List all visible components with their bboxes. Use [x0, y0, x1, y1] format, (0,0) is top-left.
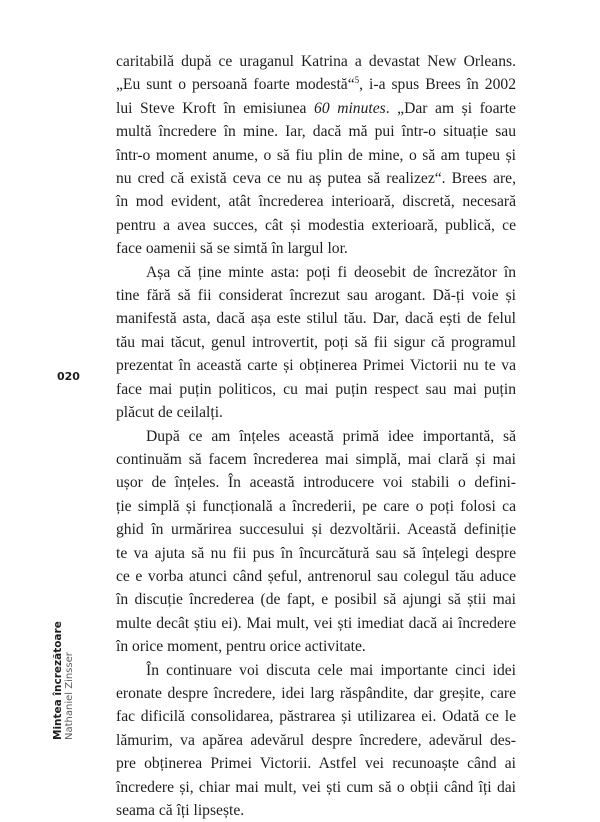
text-line: lămurim, va apărea adevărul despre încredere, adevărul des- [116, 731, 516, 749]
page-number: 020 [57, 370, 80, 383]
text-line: tine fără să fii considerat încrezut sau arogant. Dă-ți voie și [116, 287, 516, 305]
text-line: prezentat în această carte și obținerea Primei Victorii nu te va [116, 357, 516, 375]
text-line: ție simplă și funcțională a încrederii, pe care o poți folosi ca [116, 497, 516, 515]
text-line: în discuție încrederea (de fapt, e posibil să ajungi să știi mai [116, 591, 516, 609]
paragraph-4 [116, 659, 516, 822]
running-head-author: Nathaniel Zinsser [64, 652, 75, 740]
text-line: într-o moment anume, o să fiu plin de mine, o să am tupeu și [116, 146, 516, 164]
text-line: lui Steve Kroft în emisiunea 60 minutes. „Dar am și foarte [116, 99, 516, 117]
text-line: multe decât știu ei). Mai mult, vei ști imediat dacă ai încredere [116, 614, 516, 632]
text-line: tău mai tăcut, genul introvertit, poți să fii sigur că programul [116, 333, 516, 351]
text-line: seama că îți lipsește. [116, 802, 245, 819]
text-line: manifestă asta, dacă așa este stilul tău. Dar, dacă ești de felul [116, 310, 516, 328]
text-line: nu cred că există ceva ce nu aș putea să realizez“. Brees are, [116, 170, 516, 188]
text-line: ce e vorba atunci când șeful, antrenorul sau colegul tău aduce [116, 567, 516, 585]
running-head-book-title: Mintea încrezătoare [52, 621, 64, 740]
show-title: 60 minutes [314, 99, 386, 117]
text-line: te va ajuta să nu fii pus în încurcătură sau să înțelegi despre [116, 544, 516, 562]
text-line: fac dificilă consolidarea, păstrarea și utilizarea ei. Odată ce le [116, 708, 516, 726]
running-head [52, 621, 76, 740]
text-line: caritabilă după ce uraganul Katrina a devastat New Orleans. [116, 53, 516, 70]
text-line: Așa că ține minte asta: poți fi deosebit de încrezător în [146, 263, 516, 281]
footnote-reference[interactable]: 5 [354, 75, 360, 86]
text-line: continuăm să facem încrederea mai simplă, mai clară și mai [116, 450, 516, 468]
text-line: multă încredere în mine. Iar, dacă mă pui într-o situație sau [116, 123, 516, 141]
text-line: pre obținerea Primei Victorii. Astfel vei recunoaște când ai [116, 755, 516, 773]
text-line: În continuare voi discuta cele mai importante cinci idei [146, 661, 516, 679]
body-text [116, 50, 516, 822]
paragraph-1 [116, 50, 516, 261]
text-line: încredere și, chiar mai mult, vei ști cum să o obții când îți dai [116, 778, 516, 796]
paragraph-2 [116, 261, 516, 425]
text-line: face mai puțin politicos, cu mai puțin respect sau mai puțin [116, 380, 516, 398]
text-line: eronate despre încredere, idei larg răspândite, dar greșite, care [116, 684, 516, 702]
paragraph-3 [116, 425, 516, 659]
text-line: pentru a avea succes, cât și modestia exterioară, publică, ce [116, 216, 516, 234]
text-line: După ce am înțeles această primă idee importantă, să [146, 427, 516, 445]
text-line: în mod evident, atât încrederea interioară, discretă, necesară [116, 193, 516, 211]
text-line: „Eu sunt o persoană foarte modestă“$^5$, i-a spus Brees în 2002 [116, 75, 516, 94]
text-line: plăcut de ceilalți. [116, 404, 223, 422]
text-line: ușor de înțeles. În această introducere voi stabili o defini- [116, 474, 516, 492]
text-line: face oamenii să se simtă în largul lor. [116, 240, 348, 258]
text-line: ghid în urmărirea succesului și dezvoltării. Această definiție [116, 521, 516, 539]
text-line: în orice moment, pentru orice activitate. [116, 638, 366, 656]
